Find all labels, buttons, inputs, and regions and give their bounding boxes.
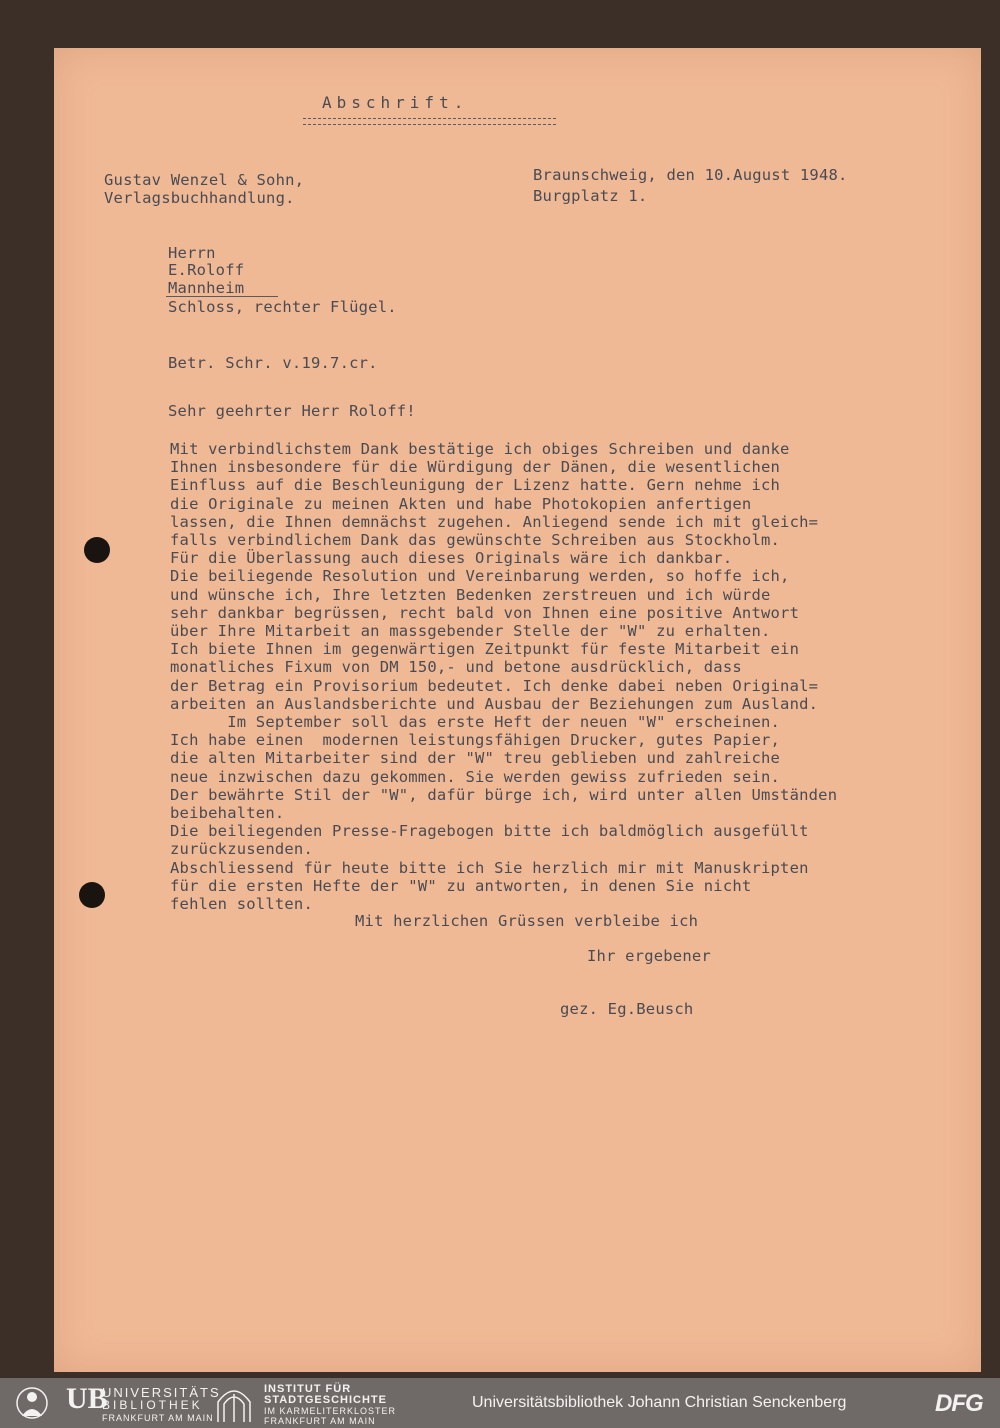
salutation: Sehr geehrter Herr Roloff! [168, 402, 416, 420]
sender-address: Burgplatz 1. [533, 187, 648, 205]
body-line: Ich habe einen modernen leistungsfähigen Drucker, gutes Papier, [170, 731, 781, 750]
ub-name-line-2: BIBLIOTHEK [102, 1398, 203, 1412]
recipient-city: Mannheim [168, 279, 245, 297]
body-line: Einfluss auf die Beschleunigung der Lizenz hatte. Gern nehme ich [170, 476, 781, 495]
footer-bar [0, 1378, 1000, 1428]
body-line: für die ersten Hefte der "W" zu antworten, in denen Sie nicht [170, 876, 752, 895]
body-line: Für die Überlassung auch dieses Originals wäre ich dankbar. [170, 549, 733, 568]
punch-hole-top [84, 537, 110, 563]
regards-line: Ihr ergebener [587, 947, 711, 965]
body-line: der Betrag ein Provisorium bedeutet. Ich denke dabei neben Original= [170, 676, 819, 695]
library-name: Universitätsbibliothek Johann Christian Senckenberg [472, 1394, 847, 1411]
closing-line: Mit herzlichen Grüssen verbleibe ich [355, 912, 699, 930]
body-line: fehlen sollten. [170, 895, 313, 913]
isg-name-line-2: STADTGESCHICHTE [264, 1394, 387, 1406]
ub-logo-text: UB [66, 1382, 108, 1415]
body-line: beibehalten. [170, 804, 285, 822]
body-line: die alten Mitarbeiter sind der "W" treu geblieben und zahlreiche [170, 749, 781, 768]
body-line: monatliches Fixum von DM 150,- und betone ausdrücklich, dass [170, 658, 742, 677]
body-line: sehr dankbar begrüssen, recht bald von Ihnen eine positive Antwort [170, 603, 800, 622]
body-line: Ihnen insbesondere für die Würdigung der Dänen, die wesentlichen [170, 458, 781, 477]
body-line: falls verbindlichem Dank das gewünschte Schreiben aus Stockholm. [170, 531, 781, 549]
recipient-line-1: Herrn [168, 244, 216, 262]
body-line: lassen, die Ihnen demnächst zugehen. Anliegend sende ich mit gleich= [170, 512, 819, 531]
body-line: und wünsche ich, Ihre letzten Bedenken zerstreuen und ich würde [170, 585, 771, 604]
signature-line: gez. Eg.Beusch [560, 1000, 694, 1018]
sender-line-2: Verlagsbuchhandlung. [104, 189, 295, 207]
body-line: Mit verbindlichstem Dank bestätige ich obiges Schreiben und danke [170, 440, 790, 458]
body-line: neue inzwischen dazu gekommen. Sie werden gewiss zufrieden sein. [170, 767, 781, 786]
subject-line: Betr. Schr. v.19.7.cr. [168, 354, 378, 372]
ub-name-line-1: UNIVERSITÄTS [102, 1385, 221, 1400]
document-title: Abschrift. [322, 93, 469, 112]
body-line: Im September soll das erste Heft der neuen "W" erscheinen. [170, 713, 781, 731]
place-date: Braunschweig, den 10.August 1948. [533, 166, 848, 184]
body-line: zurückzusenden. [170, 840, 313, 859]
city-underline [166, 296, 278, 297]
isg-name-line-1: INSTITUT FÜR [264, 1383, 352, 1395]
body-line: Die beiliegenden Presse-Fragebogen bitte ich baldmöglich ausgefüllt [170, 822, 809, 841]
sender-line-1: Gustav Wenzel & Sohn, [104, 171, 305, 189]
body-line: Ich biete Ihnen im gegenwärtigen Zeitpunkt für feste Mitarbeit ein [170, 640, 800, 659]
body-line: arbeiten an Auslandsberichte und Ausbau der Beziehungen zum Ausland. [170, 694, 819, 713]
isg-arch-logo-icon [214, 1386, 254, 1426]
ub-name-line-3: FRANKFURT AM MAIN [102, 1413, 214, 1423]
dfg-logo-icon: DFG [935, 1390, 983, 1417]
isg-name-line-4: FRANKFURT AM MAIN [264, 1416, 376, 1426]
body-line: Die beiliegende Resolution und Vereinbarung werden, so hoffe ich, [170, 567, 790, 586]
punch-hole-bottom [79, 882, 105, 908]
recipient-address: Schloss, rechter Flügel. [168, 298, 397, 316]
body-line: die Originale zu meinen Akten und habe Photokopien anfertigen [170, 494, 752, 513]
recipient-name: E.Roloff [168, 261, 245, 279]
body-line: Abschliessend für heute bitte ich Sie herzlich mir mit Manuskripten [170, 858, 809, 877]
body-line: Der bewährte Stil der "W", dafür bürge ich, wird unter allen Umständen [170, 785, 838, 804]
title-underline [303, 118, 556, 125]
isg-name-line-3: IM KARMELITERKLOSTER [264, 1406, 397, 1416]
body-line: über Ihre Mitarbeit an massgebender Stelle der "W" zu erhalten. [170, 622, 771, 640]
